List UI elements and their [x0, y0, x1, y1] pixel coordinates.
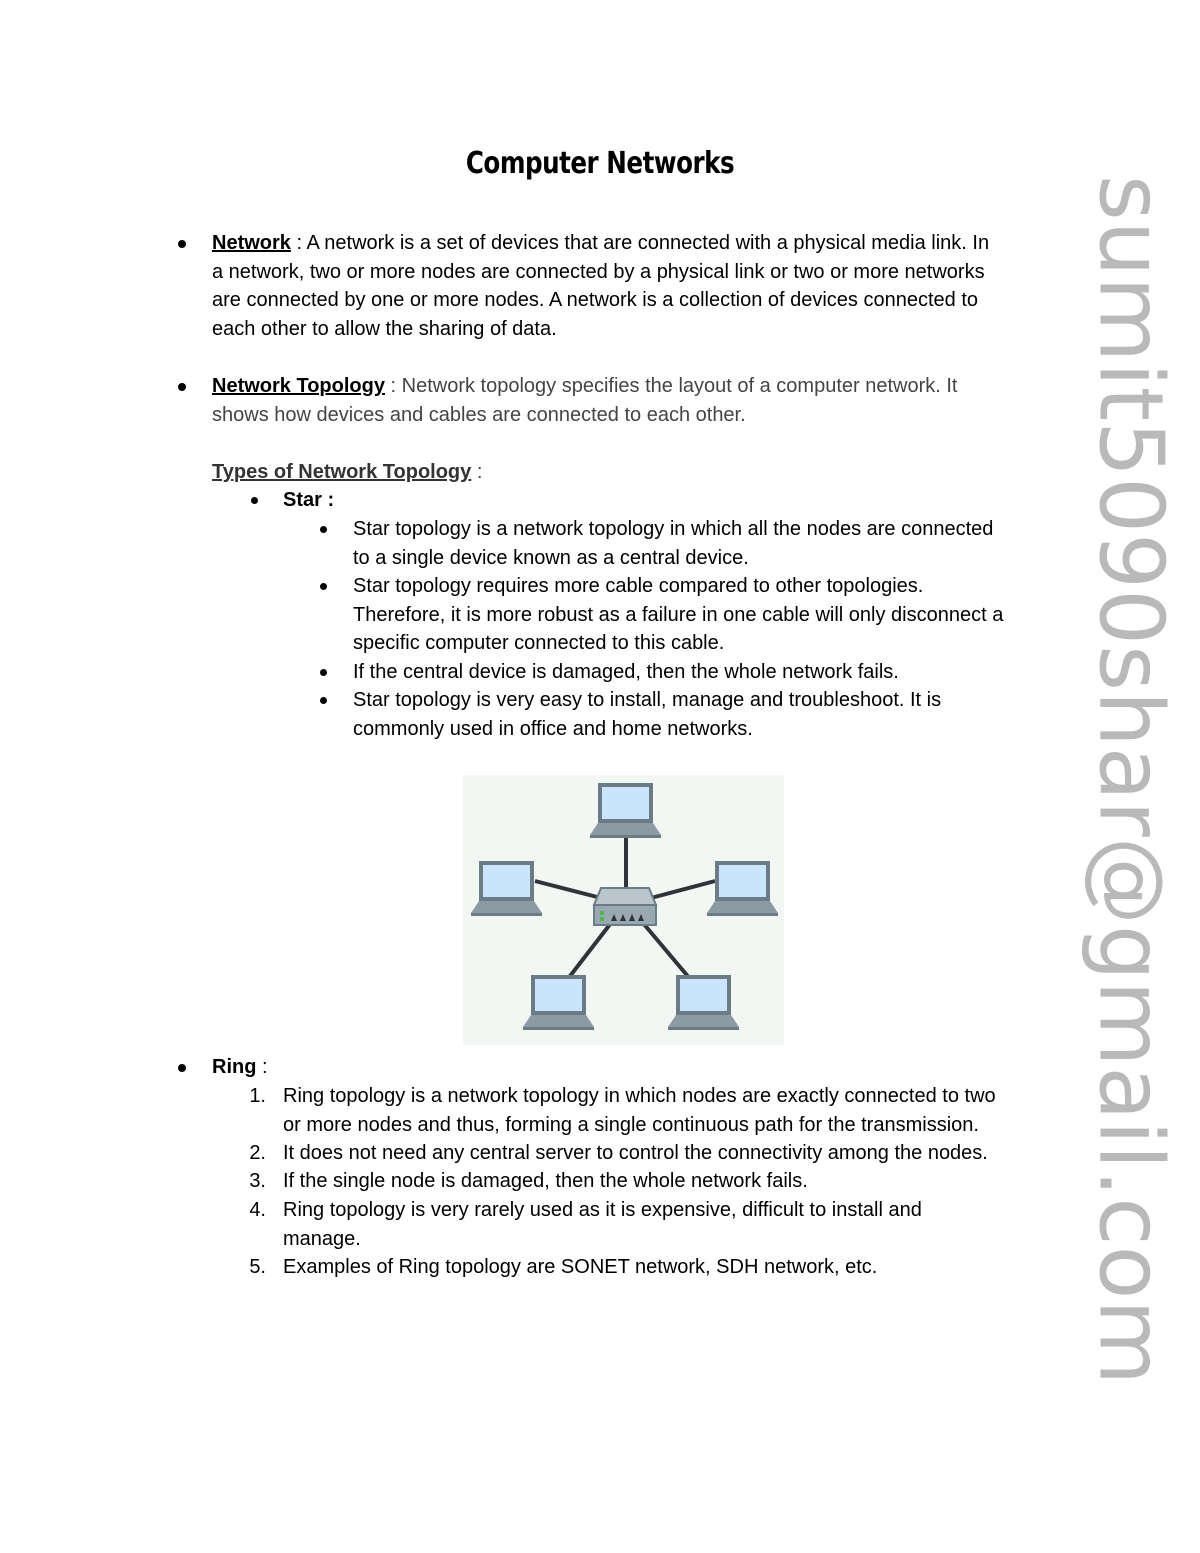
bullet-star-2 [320, 583, 327, 590]
ring-num-4: 4. [249, 1199, 266, 1221]
topology-sep: : [384, 375, 402, 397]
laptop-icon-bottom-right [668, 975, 739, 1030]
bullet-star-3 [320, 669, 327, 676]
laptop-icon-bottom-left [523, 975, 594, 1030]
star-point-2-line-3: specific computer connected to this cable. [353, 632, 725, 655]
bullet-topology [178, 383, 186, 391]
star-point-1-line-1: Star topology is a network topology in which all the nodes are connected [353, 518, 994, 540]
topology-text-1: Network topology specifies the layout of a computer network. It [401, 375, 958, 397]
topology-term: Network Topology [212, 375, 385, 397]
bullet-star-1 [320, 526, 327, 533]
cable-left [535, 881, 601, 898]
ring-item-1-line-1: Ring topology is a network topology in which nodes are exactly connected to two [283, 1085, 996, 1107]
star-label: Star : [283, 489, 335, 511]
star-point-2-line-2: Therefore, it is more robust as a failure in one cable will only disconnect a [353, 603, 1004, 626]
types-sep: : [471, 461, 483, 483]
bullet-star-4 [320, 697, 327, 704]
bullet-ring [178, 1064, 186, 1072]
network-line-4: each other to allow the sharing of data. [212, 317, 557, 340]
network-line-3: are connected by one or more nodes. A network is a collection of devices connected to [212, 289, 979, 312]
network-definition [212, 229, 1062, 343]
star-point-4-line-2: commonly used in office and home networks. [353, 717, 753, 740]
page-title: Computer Networks [465, 146, 735, 181]
hub-device [594, 888, 656, 925]
star-point-1 [353, 515, 1073, 572]
cable-bottom-left [567, 923, 611, 980]
star-point-4-line-1: Star topology is very easy to install, manage and troubleshoot. It is [353, 689, 942, 711]
watermark [1079, 174, 1183, 1386]
ring-item-4-line-2: manage. [283, 1227, 361, 1250]
ring-item-2 [283, 1139, 1073, 1168]
network-line-2: a network, two or more nodes are connected by a physical link or two or more networks [212, 260, 985, 283]
ring-item-1 [283, 1082, 1073, 1139]
star-topology-svg [463, 775, 784, 1045]
bullet-star [251, 497, 258, 504]
laptop-icon-right [707, 861, 778, 916]
star-point-1-line-2: to a single device known as a central device. [353, 546, 749, 569]
bullet-network [178, 240, 186, 248]
network-line-1 [212, 229, 1062, 258]
ring-sep: : [256, 1056, 268, 1078]
star-point-2 [353, 572, 1073, 658]
ring-item-4-line-1: Ring topology is very rarely used as it is expensive, difficult to install and [283, 1199, 922, 1221]
cable-bottom-right [643, 923, 691, 980]
cable-right [651, 881, 715, 898]
ring-num-1: 1. [249, 1085, 266, 1107]
star-point-2-line-1: Star topology requires more cable compared to other topologies. [353, 575, 924, 597]
ring-item-4 [283, 1196, 1073, 1253]
topology-line-1 [212, 372, 1062, 401]
topology-line-2: shows how devices and cables are connected to each other. [212, 403, 746, 426]
ring-item-5 [283, 1253, 1073, 1282]
network-text-1: A network is a set of devices that are connected with a physical media link. In [306, 232, 990, 254]
topology-definition [212, 372, 1062, 429]
ring-num-5: 5. [249, 1256, 266, 1278]
network-term: Network [212, 232, 291, 254]
types-heading-row [212, 458, 1062, 487]
star-point-4 [353, 686, 1073, 743]
network-sep: : [290, 232, 307, 254]
ring-num-3: 3. [249, 1170, 266, 1192]
star-point-3 [353, 658, 1073, 687]
ring-item-2-line-1: It does not need any central server to control the connectivity among the nodes. [283, 1142, 988, 1164]
laptop-icon-left [471, 861, 542, 916]
laptop-icon-top [590, 783, 661, 838]
ring-item-1-line-2: or more nodes and thus, forming a single continuous path for the transmission. [283, 1113, 979, 1136]
ring-num-2: 2. [249, 1142, 266, 1164]
ring-item-3-line-1: If the single node is damaged, then the whole network fails. [283, 1170, 808, 1192]
star-topology-diagram [463, 775, 784, 1045]
star-point-3-line-1: If the central device is damaged, then the whole network fails. [353, 661, 899, 683]
types-heading: Types of Network Topology [212, 461, 472, 483]
ring-label: Ring [212, 1056, 257, 1078]
ring-item-3 [283, 1167, 1073, 1196]
ring-item-5-line-1: Examples of Ring topology are SONET network, SDH network, etc. [283, 1256, 878, 1278]
watermark-text: sumit5090shar@gmail.com [1079, 174, 1183, 1386]
ring-label-row [212, 1053, 1062, 1082]
